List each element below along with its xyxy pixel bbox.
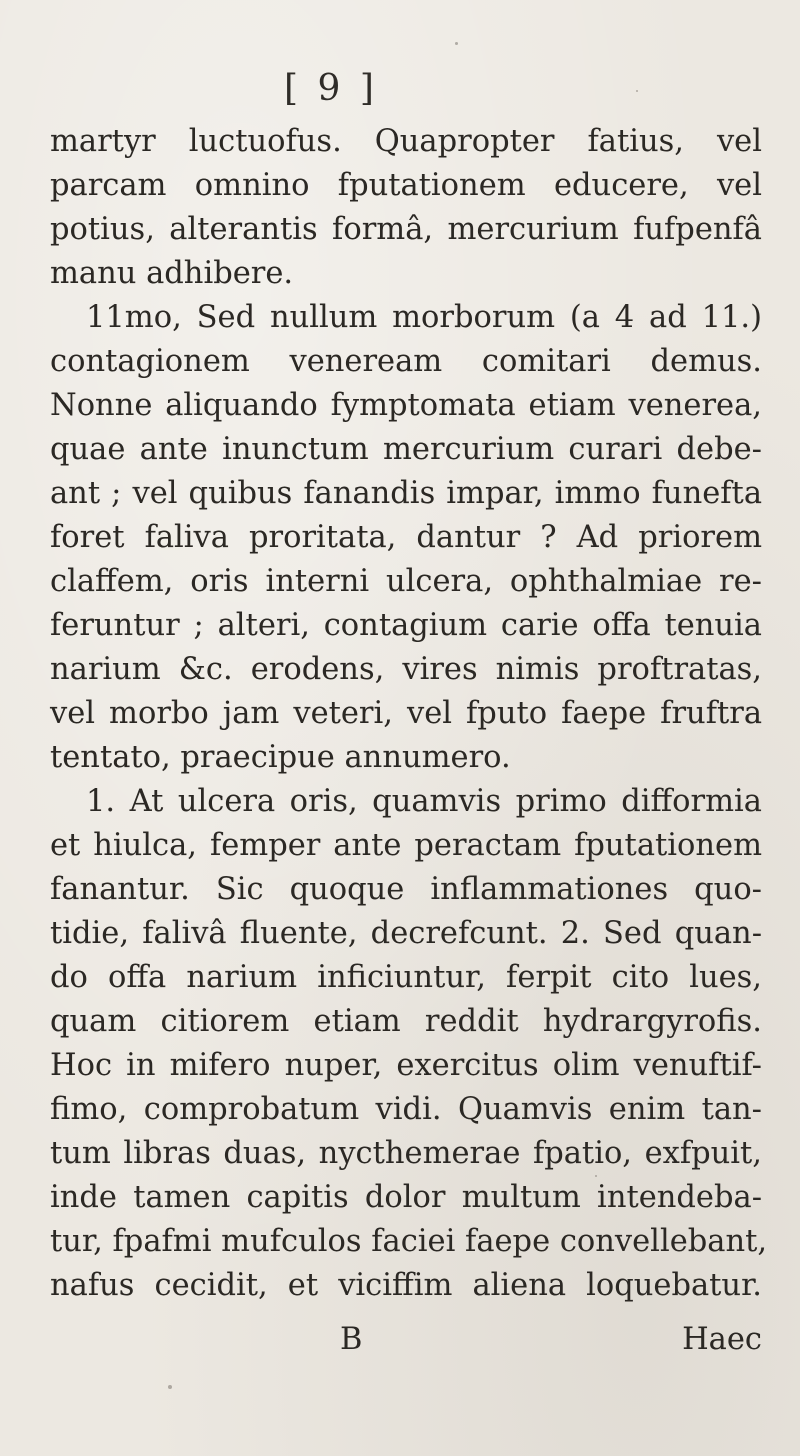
page-number: [ 9 ] xyxy=(284,68,378,109)
text-line: fimo, comprobatum vidi. Quamvis enim tan- xyxy=(50,1092,762,1127)
text-line: tentato, praecipue annumero. xyxy=(50,740,511,775)
text-line: Nonne aliquando fymptomata etiam venerea, xyxy=(50,388,762,423)
text-line: tur, fpafmi mufculos faciei faepe convellebant, xyxy=(50,1224,768,1259)
text-line: claffem, oris interni ulcera, ophthalmiae re- xyxy=(50,564,762,599)
text-line: fanantur. Sic quoque inflammationes quo- xyxy=(50,872,762,907)
signature-mark: B xyxy=(340,1322,363,1357)
text-line: ant ; vel quibus fanandis impar, immo funefta xyxy=(50,476,762,511)
text-line: tidie, falivâ fluente, decrefcunt. 2. Sed quan- xyxy=(50,916,762,951)
paper-speck xyxy=(595,1175,597,1177)
text-line: narium &c. erodens, vires nimis proftratas, xyxy=(50,652,762,687)
text-line: manu adhibere. xyxy=(50,256,294,291)
text-line: inde tamen capitis dolor multum intendeba- xyxy=(50,1180,762,1215)
body-text xyxy=(50,120,768,1308)
text-line: parcam omnino fputationem educere, vel xyxy=(50,168,762,203)
text-line: contagionem veneream comitari demus. xyxy=(50,344,762,379)
text-line: quam citiorem etiam reddit hydrargyrofis. xyxy=(50,1004,762,1039)
text-line: tum libras duas, nycthemerae fpatio, exfpuit, xyxy=(50,1136,762,1171)
text-line: Hoc in mifero nuper, exercitus olim venuftif- xyxy=(50,1048,762,1083)
text-line: do offa narium inficiuntur, ferpit cito lues, xyxy=(50,960,762,995)
text-line: 1. At ulcera oris, quamvis primo difformia xyxy=(86,784,762,819)
catchword: Haec xyxy=(682,1322,762,1357)
text-line: martyr luctuofus. Quapropter fatius, vel xyxy=(50,124,762,159)
paper-speck xyxy=(168,1385,172,1389)
text-line: potius, alterantis formâ, mercurium fufpenfâ xyxy=(50,212,762,247)
text-line: 11mo, Sed nullum morborum (a 4 ad 11.) xyxy=(86,300,762,335)
page-footer xyxy=(50,1318,762,1362)
text-line: vel morbo jam veteri, vel fputo faepe fruftra xyxy=(50,696,762,731)
text-line: et hiulca, femper ante peractam fputationem xyxy=(50,828,762,863)
text-line: foret faliva proritata, dantur ? Ad priorem xyxy=(50,520,762,555)
paper-speck xyxy=(455,42,458,45)
text-line: quae ante inunctum mercurium curari debe- xyxy=(50,432,762,467)
text-line: nafus cecidit, et viciffim aliena loquebatur. xyxy=(50,1268,762,1303)
text-line: feruntur ; alteri, contagium carie offa tenuia xyxy=(50,608,762,643)
paper-speck xyxy=(636,90,638,92)
